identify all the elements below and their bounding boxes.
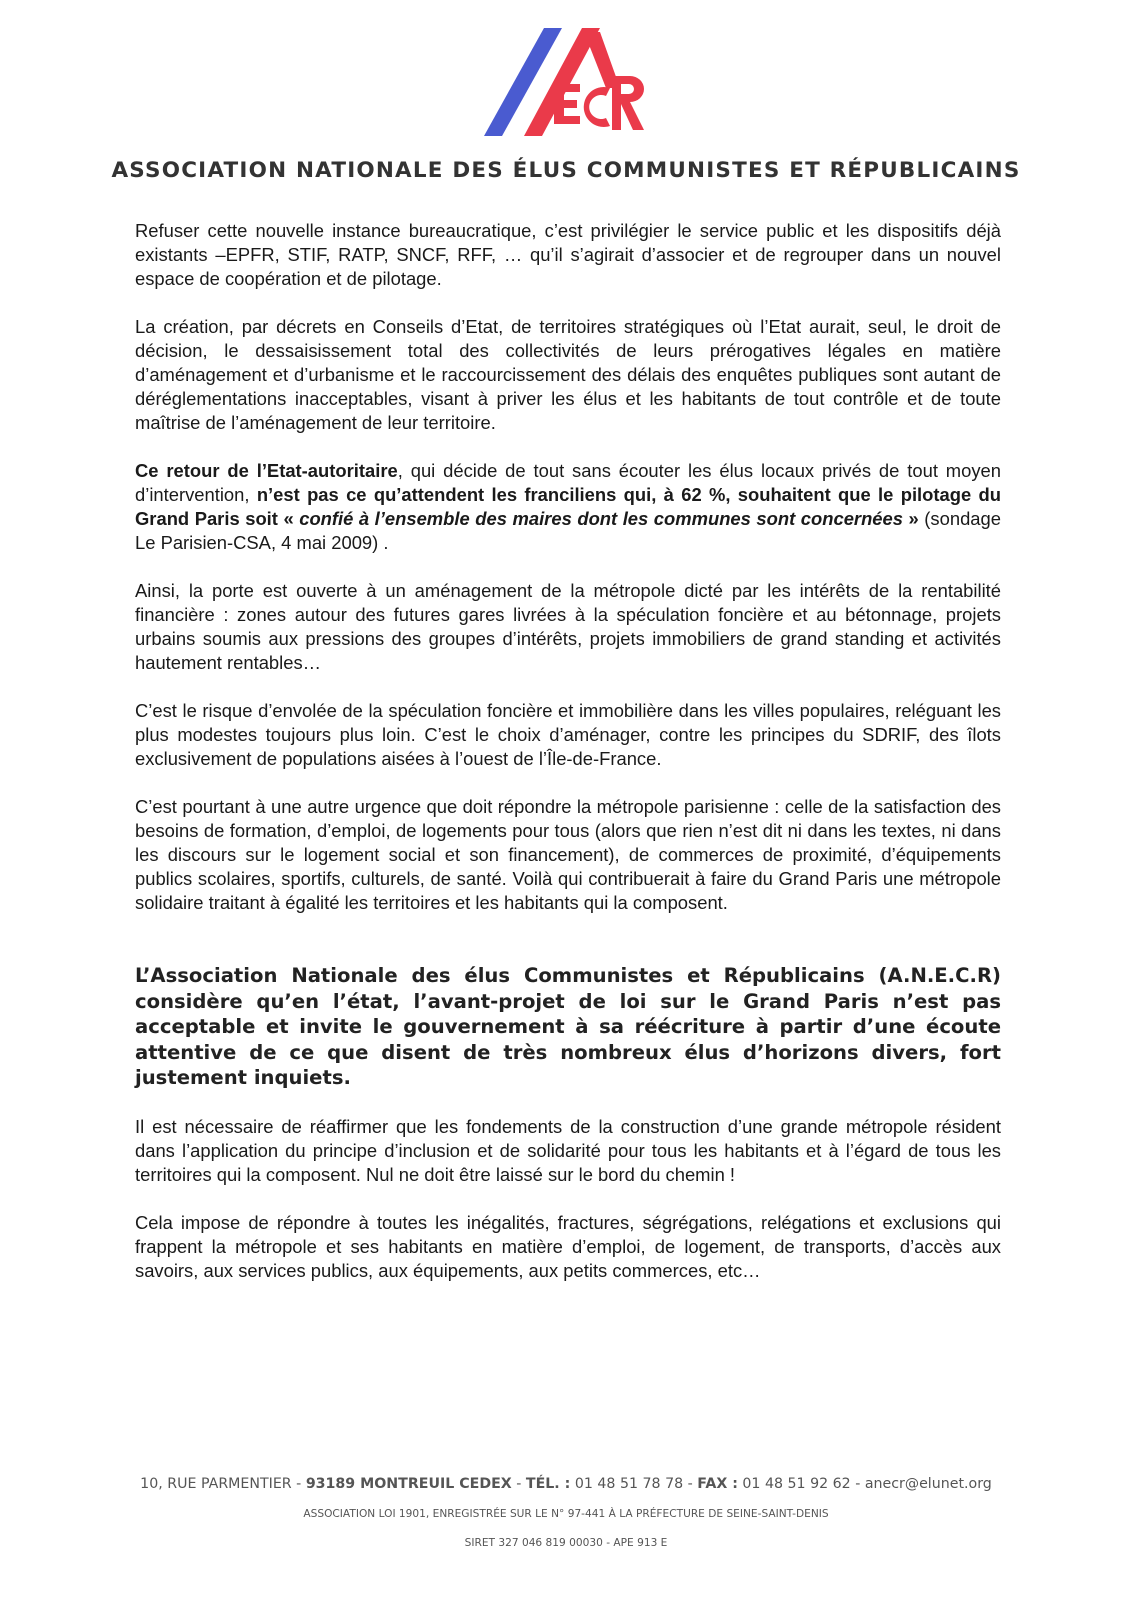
paragraph-3-bold-start: Ce retour de l’Etat-autoritaire (135, 460, 398, 481)
footer-fax: 01 48 51 92 62 (737, 1476, 851, 1492)
paragraph-8: Cela impose de répondre à toutes les inégalités, fractures, ségrégations, relégations et exclusions qui frappent la métropole et ses habitants en matière d’emploi, de logement, de transports, d’accès aux savoirs, aux services publics, aux équipements, aux petits commerces, etc… (135, 1211, 1001, 1281)
paragraph-3 (135, 459, 1001, 555)
footer-separator: - (850, 1476, 865, 1492)
footer-city: 93189 MONTREUIL CEDEX (305, 1476, 512, 1492)
anecr-logo-icon (484, 28, 654, 144)
paragraph-1: Refuser cette nouvelle instance bureaucratique, c’est privilégier le service public et les dispositifs déjà existants –EPFR, STIF, RATP, SNCF, RFF, … qu’il s’agirait d’associer et de regrouper dans un nouvel espace de coopération et de pilotage. (135, 220, 1001, 289)
paragraph-3-source: (sondage Le Parisien-CSA, 4 mai 2009) . (135, 508, 1001, 553)
footer-street: 10, RUE PARMENTIER (140, 1476, 292, 1492)
paragraph-7: Il est nécessaire de réaffirmer que les fondements de la construction d’une grande métropole résident dans l’application du principe d’inclusion et de solidarité pour tous les habitants et à l’égard de tous les territoires qui la composent. Nul ne doit être laissé sur le bord du chemin ! (135, 1115, 1001, 1185)
footer-separator: - (511, 1476, 526, 1492)
letter-body (135, 219, 1001, 1307)
paragraph-3-quote-close: » (903, 508, 919, 529)
footer-separator: - (291, 1476, 306, 1492)
org-name: ASSOCIATION NATIONALE DES ÉLUS COMMUNISTES ET RÉPUBLICAINS (111, 158, 1021, 183)
paragraph-5: C’est le risque d’envolée de la spéculation foncière et immobilière dans les villes populaires, reléguant les plus modestes toujours plus loin. C’est le choix d’aménager, contre les principes du SDRIF, des îlots exclusivement de populations aisées à l’ouest de l’Île-de-France. (135, 700, 1001, 769)
anecr-statement: L’Association Nationale des élus Communistes et Républicains (A.N.E.C.R) considère qu’en l’état, l’avant-projet de loi sur le Grand Paris n’est pas acceptable et invite le gouvernement à sa réécriture à partir d’une écoute attentive de ce que disent de très nombreux élus d’horizons divers, fort justement inquiets. (135, 964, 1001, 1089)
paragraph-3-bold-claim (135, 484, 1001, 529)
footer-phone-label: TÉL. : (525, 1476, 571, 1492)
paragraph-6: C’est pourtant à une autre urgence que doit répondre la métropole parisienne : celle de la satisfaction des besoins de formation, d’emploi, de logements pour tous (alors que rien n’est dit ni dans les textes, ni dans les discours sur le logement social et son financement), de commerces de proximité, d’équipements publics scolaires, sportifs, culturels, de santé. Voilà qui contribuerait à faire du Grand Paris une métropole solidaire traitant à égalité les territoires et les habitants qui la composent. (135, 796, 1001, 913)
paragraph-3-middle: , qui décide de tout sans écouter les élus locaux privés de tout moyen d’intervention, (135, 460, 1001, 505)
footer-phone: 01 48 51 78 78 (570, 1476, 684, 1492)
paragraph-3-quote: confié à l’ensemble des maires dont les communes sont concernées (299, 508, 903, 529)
footer-registration: ASSOCIATION LOI 1901, ENREGISTRÉE SUR LE N° 97-441 À LA PRÉFECTURE DE SEINE-SAINT-DENIS (303, 1508, 829, 1520)
footer-fax-label: FAX : (697, 1476, 738, 1492)
paragraph-3-claim-text: n’est pas ce qu’attendent les franciliens qui, à 62 %, souhaitent que le pilotage du Grand Paris soit « (135, 484, 1001, 529)
footer-address (0, 1476, 1132, 1492)
paragraph-2: La création, par décrets en Conseils d’Etat, de territoires stratégiques où l’Etat aurait, seul, le droit de décision, le dessaisissement total des collectivités de leurs prérogatives légales en matière d’aménagement et d’urbanisme et le raccourcissement des délais des enquêtes publiques sont autant de déréglementations inacceptables, visant à priver les élus et les habitants de tout contrôle et de toute maîtrise de l’aménagement de leur territoire. (135, 316, 1001, 433)
paragraph-4: Ainsi, la porte est ouverte à un aménagement de la métropole dicté par les intérêts de la rentabilité financière : zones autour des futures gares livrées à la spéculation foncière et au bétonnage, projets urbains soumis aux pressions des groupes d’intérêts, projets immobiliers de grand standing et activités hautement rentables… (135, 580, 1001, 673)
footer-siret: SIRET 327 046 819 00030 - APE 913 E (464, 1537, 668, 1549)
footer-email: anecr@elunet.org (864, 1476, 992, 1492)
footer-separator: - (683, 1476, 698, 1492)
